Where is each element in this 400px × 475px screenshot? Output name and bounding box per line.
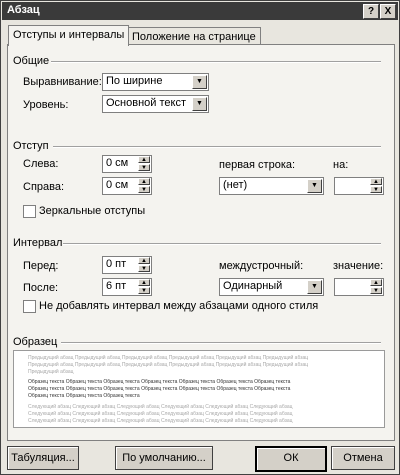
preview-next-line: Следующий абзац Следующий абзац Следующий абзац Следующий абзац Следующий абзац Следующий абзац [28,418,293,424]
spacing-before-value: 0 пт [106,258,127,270]
spin-down-icon[interactable]: ▼ [138,287,150,294]
line-spacing-value: Одинарный [223,280,283,292]
no-space-same-style-checkbox[interactable] [23,300,36,313]
tab-indents-spacing[interactable]: Отступы и интервалы [8,25,129,46]
spacing-at-label: значение: [333,260,384,272]
spacing-at-spinner[interactable] [334,278,384,296]
spin-down-icon[interactable]: ▼ [138,265,150,272]
general-heading: Общие [13,55,50,67]
indent-right-spinner[interactable] [102,177,152,195]
spacing-before-label: Перед: [23,260,59,272]
first-line-select[interactable] [219,177,324,195]
preview-prev-line: Предыдущий абзац Предыдущий абзац Предыдущий абзац Предыдущий абзац Предыдущий абзац Предыдущий абзац [28,355,309,361]
spin-up-icon[interactable]: ▲ [138,156,150,163]
spin-down-icon[interactable]: ▼ [138,164,150,171]
indent-left-spinner[interactable] [102,155,152,173]
first-line-label: первая строка: [219,159,296,171]
alignment-value: По ширине [106,75,163,87]
preview-sample-line: Образец текста Образец текста Образец текста Образец текста Образец текста Образец текста Образец текста [28,379,291,385]
indent-left-value: 0 см [106,157,129,169]
preview-divider [61,342,381,344]
mirror-indents-checkbox[interactable] [23,205,36,218]
tabs-button[interactable]: Табуляция... [7,446,79,470]
alignment-select[interactable] [102,73,209,91]
general-divider [51,61,381,63]
chevron-down-icon[interactable]: ▼ [192,97,207,111]
indent-heading: Отступ [13,140,49,152]
spacing-after-spinner[interactable] [102,278,152,296]
close-button[interactable]: X [380,4,396,19]
preview-next-line: Следующий абзац Следующий абзац Следующий абзац Следующий абзац Следующий абзац Следующий абзац [28,404,293,410]
spin-up-icon[interactable]: ▲ [370,178,382,185]
window-title: Абзац [7,4,40,16]
spin-down-icon[interactable]: ▼ [138,186,150,193]
spin-up-icon[interactable]: ▲ [138,257,150,264]
preview-prev-line: Предыдущий абзац [28,369,74,375]
preview-box [13,350,385,428]
preview-sample-line: Образец текста Образец текста Образец текста [28,393,140,399]
chevron-down-icon[interactable]: ▼ [192,75,207,89]
spin-up-icon[interactable]: ▲ [370,279,382,286]
indent-by-spinner[interactable] [334,177,384,195]
chevron-down-icon[interactable]: ▼ [307,179,322,193]
indent-right-label: Справа: [23,181,65,193]
level-label: Уровень: [23,99,69,111]
indent-right-value: 0 см [106,179,129,191]
spin-up-icon[interactable]: ▲ [138,279,150,286]
ok-button[interactable]: ОК [255,446,327,472]
level-value: Основной текст [106,97,186,109]
chevron-down-icon[interactable]: ▼ [307,280,322,294]
preview-heading: Образец [13,336,58,348]
spacing-after-label: После: [23,282,59,294]
set-default-button[interactable]: По умолчанию... [115,446,213,470]
title-bar [2,2,398,20]
cancel-button[interactable]: Отмена [331,446,395,470]
spacing-divider [63,243,381,245]
alignment-label: Выравнивание: [23,76,102,88]
preview-sample-line: Образец текста Образец текста Образец текста Образец текста Образец текста Образец текста Образец текста [28,386,291,392]
level-select[interactable] [102,95,209,113]
indent-left-label: Слева: [23,158,59,170]
line-spacing-select[interactable] [219,278,324,296]
indent-divider [53,146,381,148]
spin-up-icon[interactable]: ▲ [138,178,150,185]
spacing-heading: Интервал [13,237,63,249]
line-spacing-label: междустрочный: [219,260,304,272]
no-space-same-style-label[interactable]: Не добавлять интервал между абзацами одного стиля [39,300,319,312]
tab-line-page-breaks[interactable]: Положение на странице [127,27,261,46]
first-line-value: (нет) [223,179,248,191]
spacing-before-spinner[interactable] [102,256,152,274]
spin-down-icon[interactable]: ▼ [370,186,382,193]
spacing-after-value: 6 пт [106,280,127,292]
preview-next-line: Следующий абзац Следующий абзац Следующий абзац Следующий абзац Следующий абзац Следующий абзац [28,411,293,417]
indent-by-label: на: [333,159,349,171]
mirror-indents-label[interactable]: Зеркальные отступы [39,205,146,217]
help-button[interactable]: ? [363,4,379,19]
spin-down-icon[interactable]: ▼ [370,287,382,294]
preview-prev-line: Предыдущий абзац Предыдущий абзац Предыдущий абзац Предыдущий абзац Предыдущий абзац Предыдущий абзац [28,362,309,368]
